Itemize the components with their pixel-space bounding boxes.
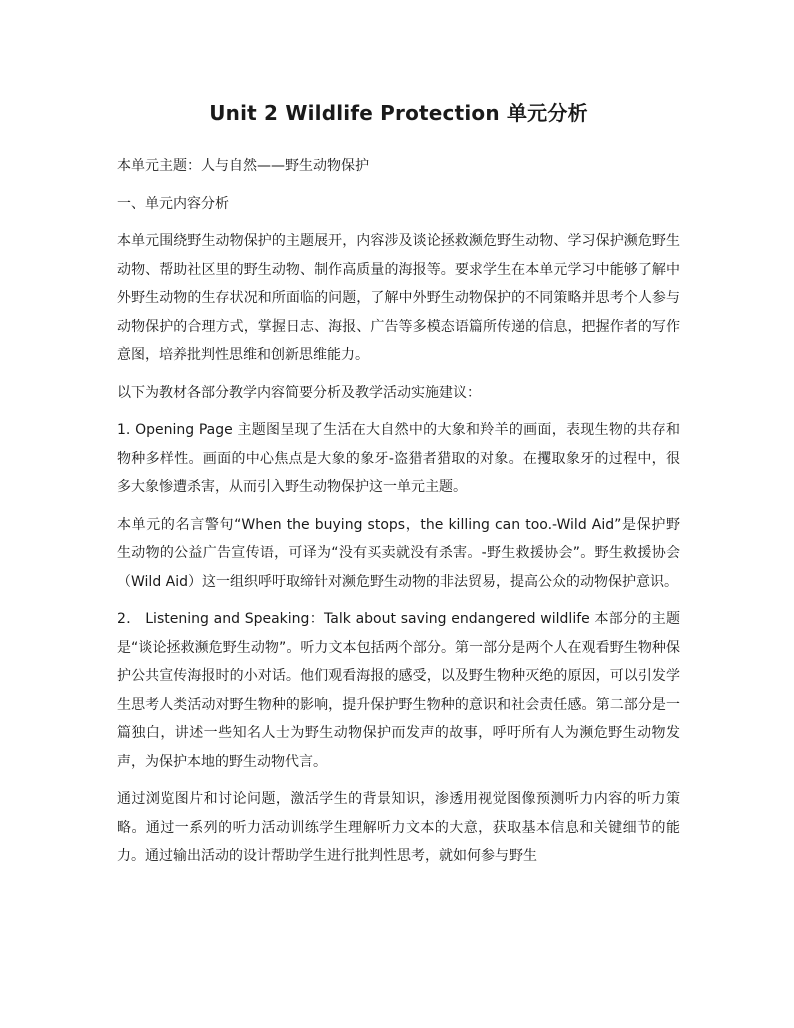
unit-theme: 本单元主题：人与自然——野生动物保护 [117, 158, 369, 174]
paragraph-overview: 本单元围绕野生动物保护的主题展开，内容涉及谈论拯救濒危野生动物、学习保护濒危野生动物、帮助社区里的野生动物、制作高质量的海报等。要求学生在本单元学习中能够了解中外野生动物的生存状况和所面临的问题，了解中外野生动物保护的不同策略并思考个人参与动物保护的合理方式，掌握日志、海报、广告等多模态语篇所传递的信息，把握作者的写作意图，培养批判性思维和创新思维能力。 [117, 233, 680, 363]
paragraph-listening-speaking: 2． Listening and Speaking：Talk about saving endangered wildlife 本部分的主题是“谈论拯救濒危野生动物”。听力文本包括两个部分。第一部分是两个人在观看野生物种保护公共宣传海报时的小对话。他们观看海报的感受，以及野生物种灭绝的原因，可以引发学生思考人类活动对野生物种的影响，提升保护野生物种的意识和社会责任感。第二部分是一篇独白，讲述一些知名人士为野生动物保护而发声的故事，呼吁所有人为濒危野生动物发声，为保护本地的野生动物代言。 [117, 611, 680, 770]
section-heading-content-analysis: 一、单元内容分析 [117, 195, 229, 212]
paragraph-listening-activities: 通过浏览图片和讨论问题，激活学生的背景知识，渗透用视觉图像预测听力内容的听力策略。通过一系列的听力活动训练学生理解听力文本的大意，获取基本信息和关键细节的能力。通过输出活动的设计帮助学生进行批判性思考，就如何参与野生 [117, 791, 680, 864]
paragraph-opening-page: 1. Opening Page 主题图呈现了生活在大自然中的大象和羚羊的画面，表现生物的共存和物种多样性。画面的中心焦点是大象的象牙-盗猎者猎取的对象。在攫取象牙的过程中，很多大象惨遭杀害，从而引入野生动物保护这一单元主题。 [117, 422, 680, 495]
document-title: Unit 2 Wildlife Protection 单元分析 [209, 101, 588, 125]
paragraph-motto: 本单元的名言警句“When the buying stops，the killing can too.-Wild Aid”是保护野生动物的公益广告宣传语，可译为“没有买卖就没有杀害。-野生救援协会”。野生救援协会（Wild Aid）这一组织呼吁取缔针对濒危野生动物的非法贸易，提高公众的动物保护意识。 [117, 516, 680, 590]
paragraph-intro-list: 以下为教材各部分教学内容简要分析及教学活动实施建议： [117, 384, 481, 401]
